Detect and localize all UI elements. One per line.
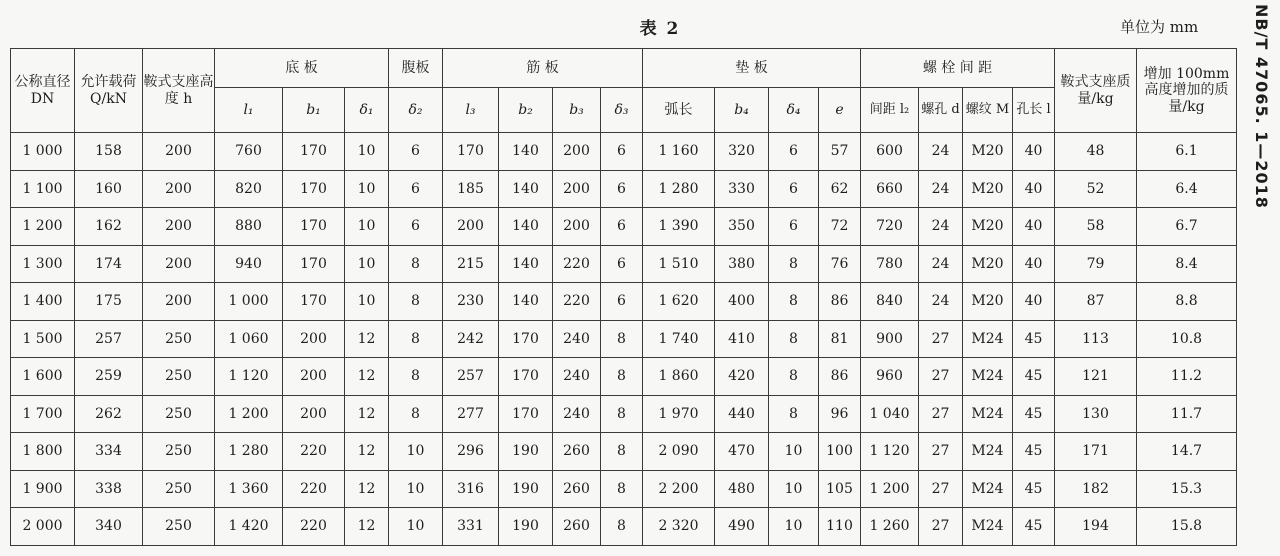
table-cell: 158: [75, 133, 143, 171]
table-cell: 260: [553, 470, 601, 508]
table-cell: 48: [1055, 133, 1137, 171]
table-cell: 331: [443, 508, 499, 546]
table-cell: 260: [553, 508, 601, 546]
table-cell: 24: [919, 283, 963, 321]
table-cell: 10: [769, 433, 819, 471]
header-b1: b₁: [283, 88, 345, 133]
table-cell: 10: [345, 133, 389, 171]
table-cell: 87: [1055, 283, 1137, 321]
table-cell: 1 120: [861, 433, 919, 471]
table-cell: 1 260: [861, 508, 919, 546]
table-cell: 257: [443, 358, 499, 396]
table-cell: 24: [919, 208, 963, 246]
table-cell: 190: [499, 508, 553, 546]
table-cell: 1 100: [11, 170, 75, 208]
table-cell: 220: [283, 470, 345, 508]
header-added-mass: 增加 100mm 高度增加的质量/kg: [1137, 49, 1237, 133]
table-cell: 174: [75, 245, 143, 283]
table-cell: 12: [345, 320, 389, 358]
table-cell: 440: [715, 395, 769, 433]
table-cell: 8: [601, 358, 643, 396]
table-cell: 1 280: [643, 170, 715, 208]
table-cell: 24: [919, 133, 963, 171]
header-l2: 间距 l₂: [861, 88, 919, 133]
table-cell: 330: [715, 170, 769, 208]
table-cell: 170: [283, 170, 345, 208]
table-cell: M24: [963, 320, 1013, 358]
table-row: [11, 133, 1237, 171]
header-thread: 螺纹 M: [963, 88, 1013, 133]
header-b2: b₂: [499, 88, 553, 133]
table-cell: 780: [861, 245, 919, 283]
header-arc-length: 弧长: [643, 88, 715, 133]
table-cell: 8: [769, 395, 819, 433]
table-cell: 27: [919, 358, 963, 396]
table-cell: 45: [1013, 433, 1055, 471]
table-cell: 140: [499, 170, 553, 208]
table-cell: M20: [963, 283, 1013, 321]
table-cell: 2 000: [11, 508, 75, 546]
table-cell: 8.4: [1137, 245, 1237, 283]
table-cell: 1 900: [11, 470, 75, 508]
table-cell: 8: [769, 245, 819, 283]
header-web-plate: 腹板: [389, 49, 443, 88]
table-cell: 45: [1013, 508, 1055, 546]
table-cell: 6: [601, 283, 643, 321]
table-title: 表 2: [639, 19, 681, 39]
table-row: [11, 320, 1237, 358]
table-cell: 200: [143, 170, 215, 208]
table-cell: 10: [769, 508, 819, 546]
table-cell: 121: [1055, 358, 1137, 396]
table-cell: 220: [553, 245, 601, 283]
table-cell: 6: [601, 170, 643, 208]
table-cell: 57: [819, 133, 861, 171]
table-cell: 200: [283, 358, 345, 396]
table-cell: 185: [443, 170, 499, 208]
table-cell: 1 200: [11, 208, 75, 246]
table-row: [11, 470, 1237, 508]
table-cell: M24: [963, 508, 1013, 546]
table-cell: 72: [819, 208, 861, 246]
table-cell: 1 000: [215, 283, 283, 321]
table-cell: M24: [963, 470, 1013, 508]
table-cell: 2 320: [643, 508, 715, 546]
header-d3: δ₃: [601, 88, 643, 133]
table-cell: 45: [1013, 320, 1055, 358]
table-cell: 8: [389, 245, 443, 283]
header-hole-length: 孔长 l: [1013, 88, 1055, 133]
table-cell: 250: [143, 358, 215, 396]
table-cell: 86: [819, 283, 861, 321]
table-row: [11, 208, 1237, 246]
table-cell: 250: [143, 508, 215, 546]
header-height: 鞍式支座高度 h: [143, 49, 215, 133]
table-cell: 8: [601, 320, 643, 358]
table-cell: 240: [553, 358, 601, 396]
table-cell: 171: [1055, 433, 1137, 471]
table-row: [11, 170, 1237, 208]
table-cell: 257: [75, 320, 143, 358]
header-bottom-plate: 底 板: [215, 49, 389, 88]
table-cell: 170: [499, 320, 553, 358]
table-cell: 1 160: [643, 133, 715, 171]
table-cell: 1 200: [215, 395, 283, 433]
table-cell: 96: [819, 395, 861, 433]
table-cell: 250: [143, 395, 215, 433]
header-allowable-load: 允许载荷 Q/kN: [75, 49, 143, 133]
table-cell: 140: [499, 245, 553, 283]
header-hole-d: 螺孔 d: [919, 88, 963, 133]
table-cell: 240: [553, 320, 601, 358]
table-cell: 2 090: [643, 433, 715, 471]
table-cell: 200: [443, 208, 499, 246]
table-cell: 6: [389, 133, 443, 171]
header-support-mass: 鞍式支座质量/kg: [1055, 49, 1137, 133]
table-cell: 6: [769, 170, 819, 208]
table-cell: 200: [283, 320, 345, 358]
table-cell: 820: [215, 170, 283, 208]
table-cell: 45: [1013, 395, 1055, 433]
table-cell: 12: [345, 358, 389, 396]
table-cell: 79: [1055, 245, 1137, 283]
table-cell: 420: [715, 358, 769, 396]
table-cell: 45: [1013, 470, 1055, 508]
table-cell: 170: [499, 395, 553, 433]
table-cell: 170: [443, 133, 499, 171]
table-cell: 1 600: [11, 358, 75, 396]
table-cell: 6: [601, 133, 643, 171]
table-cell: 140: [499, 208, 553, 246]
table-cell: 230: [443, 283, 499, 321]
table-cell: 10.8: [1137, 320, 1237, 358]
table-cell: 200: [553, 170, 601, 208]
table-cell: 277: [443, 395, 499, 433]
table-cell: 6: [389, 208, 443, 246]
table-cell: 170: [283, 245, 345, 283]
table-cell: 6.4: [1137, 170, 1237, 208]
table-body: [11, 133, 1237, 546]
table-cell: 1 390: [643, 208, 715, 246]
table-cell: 6: [601, 208, 643, 246]
table-cell: 11.2: [1137, 358, 1237, 396]
table-cell: 200: [143, 283, 215, 321]
table-cell: 40: [1013, 133, 1055, 171]
table-cell: 81: [819, 320, 861, 358]
table-cell: 160: [75, 170, 143, 208]
table-cell: 200: [143, 133, 215, 171]
table-cell: 1 860: [643, 358, 715, 396]
table-cell: 380: [715, 245, 769, 283]
table-cell: 40: [1013, 283, 1055, 321]
table-cell: 1 000: [11, 133, 75, 171]
table-cell: 6: [389, 170, 443, 208]
table-cell: 40: [1013, 245, 1055, 283]
table-cell: 242: [443, 320, 499, 358]
table-cell: 400: [715, 283, 769, 321]
table-cell: 1 360: [215, 470, 283, 508]
table-cell: 320: [715, 133, 769, 171]
unit-label: 单位为 mm: [1120, 18, 1199, 36]
table-cell: 8: [601, 508, 643, 546]
table-cell: 490: [715, 508, 769, 546]
table-cell: 200: [143, 245, 215, 283]
table-cell: 1 400: [11, 283, 75, 321]
table-cell: 200: [553, 133, 601, 171]
table-cell: 105: [819, 470, 861, 508]
table-cell: 6: [769, 133, 819, 171]
table-cell: 14.7: [1137, 433, 1237, 471]
table-cell: 1 420: [215, 508, 283, 546]
table-cell: 480: [715, 470, 769, 508]
table-cell: M20: [963, 208, 1013, 246]
table-cell: 76: [819, 245, 861, 283]
table-cell: 200: [553, 208, 601, 246]
table-cell: 8: [601, 395, 643, 433]
table-cell: M20: [963, 170, 1013, 208]
table-cell: 1 300: [11, 245, 75, 283]
table-cell: 316: [443, 470, 499, 508]
table-cell: 175: [75, 283, 143, 321]
table-cell: 10: [389, 470, 443, 508]
table-row: [11, 433, 1237, 471]
table-cell: 250: [143, 470, 215, 508]
table-cell: 10: [389, 433, 443, 471]
table-cell: M24: [963, 395, 1013, 433]
table-cell: 1 700: [11, 395, 75, 433]
table-cell: 220: [283, 508, 345, 546]
table-cell: 900: [861, 320, 919, 358]
table-cell: 1 060: [215, 320, 283, 358]
header-dn: 公称直径 DN: [11, 49, 75, 133]
table-cell: 720: [861, 208, 919, 246]
table-cell: 24: [919, 170, 963, 208]
table-cell: 1 200: [861, 470, 919, 508]
header-bolt-spacing: 螺 栓 间 距: [861, 49, 1055, 88]
header-d1: δ₁: [345, 88, 389, 133]
table-cell: M20: [963, 245, 1013, 283]
table-cell: 8: [389, 320, 443, 358]
table-cell: 960: [861, 358, 919, 396]
table-cell: 1 740: [643, 320, 715, 358]
table-cell: 1 040: [861, 395, 919, 433]
table-cell: 215: [443, 245, 499, 283]
table-cell: 200: [143, 208, 215, 246]
table-cell: 190: [499, 433, 553, 471]
table-cell: 470: [715, 433, 769, 471]
table-cell: 10: [389, 508, 443, 546]
header-pad-plate: 垫 板: [643, 49, 861, 88]
table-cell: 170: [283, 208, 345, 246]
table-cell: 250: [143, 433, 215, 471]
table-cell: 240: [553, 395, 601, 433]
header-d4: δ₄: [769, 88, 819, 133]
table-cell: 27: [919, 508, 963, 546]
table-cell: 6.1: [1137, 133, 1237, 171]
table-cell: 27: [919, 433, 963, 471]
table-cell: 110: [819, 508, 861, 546]
table-cell: 8: [601, 433, 643, 471]
table-cell: 190: [499, 470, 553, 508]
table-cell: 170: [499, 358, 553, 396]
table-cell: 24: [919, 245, 963, 283]
table-cell: 12: [345, 433, 389, 471]
table-cell: 40: [1013, 208, 1055, 246]
table-cell: 8: [389, 283, 443, 321]
header-rib-plate: 筋 板: [443, 49, 643, 88]
table-cell: 170: [283, 133, 345, 171]
table-cell: 40: [1013, 170, 1055, 208]
table-cell: 8: [389, 358, 443, 396]
table-row: [11, 395, 1237, 433]
table-cell: M20: [963, 133, 1013, 171]
table-cell: 170: [283, 283, 345, 321]
table-cell: 220: [283, 433, 345, 471]
table-cell: 45: [1013, 358, 1055, 396]
table-cell: 660: [861, 170, 919, 208]
table-cell: 200: [283, 395, 345, 433]
table-cell: 338: [75, 470, 143, 508]
table-row: [11, 508, 1237, 546]
table-cell: 182: [1055, 470, 1137, 508]
table-cell: 760: [215, 133, 283, 171]
table-cell: 194: [1055, 508, 1137, 546]
table-cell: 410: [715, 320, 769, 358]
table-cell: 8.8: [1137, 283, 1237, 321]
table-cell: 12: [345, 395, 389, 433]
table-cell: 130: [1055, 395, 1137, 433]
table-row: [11, 358, 1237, 396]
table-cell: 62: [819, 170, 861, 208]
table-cell: 86: [819, 358, 861, 396]
table-cell: 100: [819, 433, 861, 471]
table-cell: 296: [443, 433, 499, 471]
table-cell: 10: [345, 208, 389, 246]
table-cell: 6: [769, 208, 819, 246]
table-cell: 6: [601, 245, 643, 283]
table-row: [11, 245, 1237, 283]
table-cell: 350: [715, 208, 769, 246]
table-cell: 12: [345, 508, 389, 546]
table-cell: 15.3: [1137, 470, 1237, 508]
table-cell: 58: [1055, 208, 1137, 246]
table-cell: 10: [345, 245, 389, 283]
table-cell: 8: [769, 358, 819, 396]
table-cell: 880: [215, 208, 283, 246]
header-b3: b₃: [553, 88, 601, 133]
table-cell: 1 510: [643, 245, 715, 283]
table-cell: 8: [601, 470, 643, 508]
table-cell: 113: [1055, 320, 1137, 358]
table-cell: 27: [919, 395, 963, 433]
standard-number: NB/T 47065. 1—2018: [1252, 4, 1271, 209]
table-cell: 250: [143, 320, 215, 358]
table-cell: 8: [769, 320, 819, 358]
table-row: [11, 283, 1237, 321]
table-cell: 1 620: [643, 283, 715, 321]
table-cell: 1 800: [11, 433, 75, 471]
saddle-support-table: [10, 48, 1237, 546]
table-cell: 140: [499, 133, 553, 171]
table-cell: 2 200: [643, 470, 715, 508]
table-cell: 334: [75, 433, 143, 471]
table-cell: M24: [963, 358, 1013, 396]
table-cell: 15.8: [1137, 508, 1237, 546]
table-cell: 1 120: [215, 358, 283, 396]
header-d2: δ₂: [389, 88, 443, 133]
table-cell: 8: [769, 283, 819, 321]
header-l1: l₁: [215, 88, 283, 133]
table-cell: 259: [75, 358, 143, 396]
table-cell: 11.7: [1137, 395, 1237, 433]
table-cell: 27: [919, 320, 963, 358]
header-e: e: [819, 88, 861, 133]
table-cell: 1 280: [215, 433, 283, 471]
header-l3: l₃: [443, 88, 499, 133]
table-cell: 8: [389, 395, 443, 433]
table-cell: 1 500: [11, 320, 75, 358]
table-cell: 27: [919, 470, 963, 508]
table-cell: 600: [861, 133, 919, 171]
table-cell: 340: [75, 508, 143, 546]
table-cell: 1 970: [643, 395, 715, 433]
table-cell: M24: [963, 433, 1013, 471]
table-cell: 940: [215, 245, 283, 283]
table-cell: 840: [861, 283, 919, 321]
table-cell: 220: [553, 283, 601, 321]
table-cell: 10: [769, 470, 819, 508]
table-cell: 260: [553, 433, 601, 471]
table-cell: 52: [1055, 170, 1137, 208]
table-cell: 10: [345, 283, 389, 321]
table-cell: 10: [345, 170, 389, 208]
table-cell: 262: [75, 395, 143, 433]
header-b4: b₄: [715, 88, 769, 133]
table-cell: 162: [75, 208, 143, 246]
table-cell: 140: [499, 283, 553, 321]
table-cell: 12: [345, 470, 389, 508]
table-cell: 6.7: [1137, 208, 1237, 246]
